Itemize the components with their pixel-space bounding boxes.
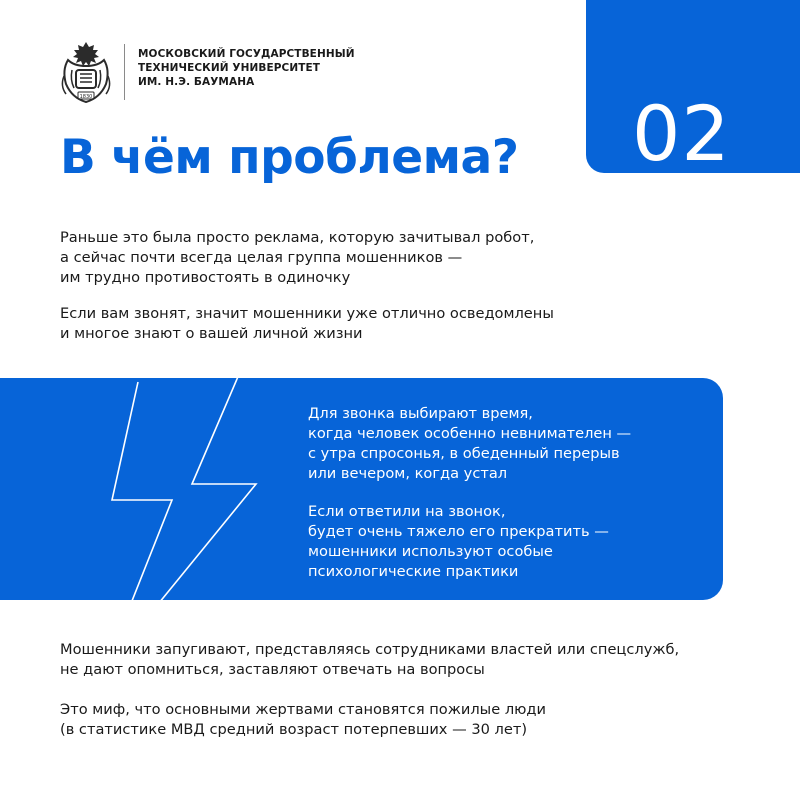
emblem-year: 1830 bbox=[79, 94, 93, 100]
text-line: не дают опомниться, заставляют отвечать на вопросы bbox=[60, 661, 485, 678]
text-line: мошенники используют особые bbox=[308, 543, 553, 560]
text-line: Если вам звонят, значит мошенники уже отлично осведомлены bbox=[60, 305, 554, 322]
text-line: когда человек особенно невнимателен — bbox=[308, 425, 632, 442]
text-line: а сейчас почти всегда целая группа мошенников — bbox=[60, 249, 463, 266]
text-line: Для звонка выбирают время, bbox=[308, 405, 533, 422]
logo-divider bbox=[124, 44, 125, 100]
text-line: Это миф, что основными жертвами становятся пожилые люди bbox=[60, 701, 547, 718]
panel-paragraph bbox=[308, 404, 631, 484]
university-name bbox=[138, 47, 355, 89]
text-line: и многое знают о вашей личной жизни bbox=[60, 325, 363, 342]
outro-paragraph bbox=[60, 640, 679, 680]
text-line: Раньше это была просто реклама, которую зачитывал робот, bbox=[60, 229, 535, 246]
university-name-line: ИМ. Н.Э. БАУМАНА bbox=[138, 76, 255, 88]
university-name-line: ТЕХНИЧЕСКИЙ УНИВЕРСИТЕТ bbox=[138, 62, 321, 74]
text-line: Если ответили на звонок, bbox=[308, 503, 506, 520]
outro-paragraph bbox=[60, 700, 546, 740]
text-line: с утра спросонья, в обеденный перерыв bbox=[308, 445, 620, 462]
page-title: В чём проблема? bbox=[60, 130, 519, 185]
intro-paragraph bbox=[60, 304, 554, 344]
university-name-line: МОСКОВСКИЙ ГОСУДАРСТВЕННЫЙ bbox=[138, 48, 355, 60]
text-line: Мошенники запугивают, представляясь сотрудниками властей или спецслужб, bbox=[60, 641, 680, 658]
highlight-panel bbox=[0, 378, 723, 600]
text-line: или вечером, когда устал bbox=[308, 465, 508, 482]
text-line: будет очень тяжело его прекратить — bbox=[308, 523, 609, 540]
text-line: психологические практики bbox=[308, 563, 519, 580]
university-emblem-icon bbox=[58, 40, 114, 104]
intro-paragraph bbox=[60, 228, 534, 288]
slide-number: 02 bbox=[632, 89, 731, 178]
text-line: (в статистике МВД средний возраст потерпевших — 30 лет) bbox=[60, 721, 528, 738]
panel-paragraph bbox=[308, 502, 609, 582]
slide-number-badge bbox=[586, 0, 800, 178]
text-line: им трудно противостоять в одиночку bbox=[60, 269, 351, 286]
